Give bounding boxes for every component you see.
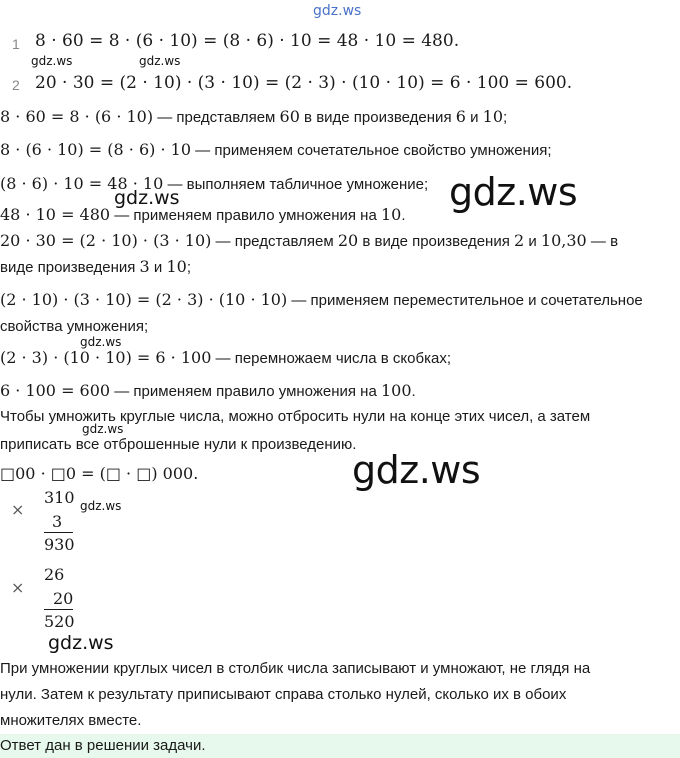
line-number-2: 2 — [12, 77, 20, 93]
line-1-math: 8 · 60 = 8 · (6 · 10) = (8 · 6) · 10 = 48 · 10 = 480. — [35, 31, 460, 51]
column-bottom: 3 — [52, 512, 63, 531]
step-line: (8 · 6) · 10 = 48 · 10 — выполняем табличное умножение; — [0, 174, 429, 193]
column-result: 520 — [44, 612, 75, 631]
column-line — [44, 532, 73, 533]
line-number-1: 1 — [12, 36, 20, 52]
multiply-sign: × — [11, 500, 25, 519]
step-line: виде произведения 3 и 10; — [0, 257, 191, 276]
watermark-large: gdz.ws — [449, 170, 578, 214]
multiply-sign: × — [11, 578, 25, 597]
watermark-large: gdz.ws — [352, 448, 481, 492]
explanation-line: нули. Затем к результату приписывают справа столько нулей, сколько их в обоих — [0, 686, 567, 703]
watermark-small: gdz.ws — [82, 422, 124, 436]
rule-line: приписать все отброшенные нули к произведению. — [0, 436, 357, 453]
column-top: 26 — [44, 565, 65, 584]
answer-box — [0, 734, 680, 758]
column-result: 930 — [44, 535, 75, 554]
line-2-math: 20 · 30 = (2 · 10) · (3 · 10) = (2 · 3) · (10 · 10) = 6 · 100 = 600. — [35, 73, 573, 93]
rule-line: Чтобы умножить круглые числа, можно отбросить нули на конце этих чисел, а затем — [0, 408, 591, 425]
column-top: 310 — [44, 488, 75, 507]
step-line: 8 · 60 = 8 · (6 · 10) — представляем 60 в виде произведения 6 и 10; — [0, 107, 508, 126]
column-bottom: 20 — [53, 589, 74, 608]
watermark-top: gdz.ws — [313, 3, 362, 19]
watermark-small: gdz.ws — [139, 54, 181, 68]
explanation-line: При умножении круглых чисел в столбик числа записывают и умножают, не глядя на — [0, 660, 591, 677]
step-line: 48 · 10 = 480 — применяем правило умножения на 10. — [0, 205, 406, 224]
formula: □00 · □0 = (□ · □) 000. — [0, 464, 199, 483]
step-line: свойства умножения; — [0, 318, 149, 335]
watermark-medium: gdz.ws — [114, 187, 180, 209]
step-line: 8 · (6 · 10) = (8 · 6) · 10 — применяем сочетательное свойство умножения; — [0, 140, 552, 159]
step-line: (2 · 10) · (3 · 10) = (2 · 3) · (10 · 10) — применяем переместительное и сочетательное — [0, 290, 643, 309]
watermark-small: gdz.ws — [31, 54, 73, 68]
step-line: 20 · 30 = (2 · 10) · (3 · 10) — представляем 20 в виде произведения 2 и 10,30 — в — [0, 231, 619, 250]
answer-text: Ответ дан в решении задачи. — [0, 737, 206, 754]
column-line — [44, 609, 73, 610]
explanation-line: множителях вместе. — [0, 712, 142, 729]
watermark-medium: gdz.ws — [48, 632, 114, 654]
watermark-small: gdz.ws — [80, 499, 122, 513]
watermark-small: gdz.ws — [80, 335, 122, 349]
step-line: 6 · 100 = 600 — применяем правило умножения на 100. — [0, 381, 416, 400]
step-line: (2 · 3) · (10 · 10) = 6 · 100 — перемножаем числа в скобках; — [0, 348, 451, 367]
